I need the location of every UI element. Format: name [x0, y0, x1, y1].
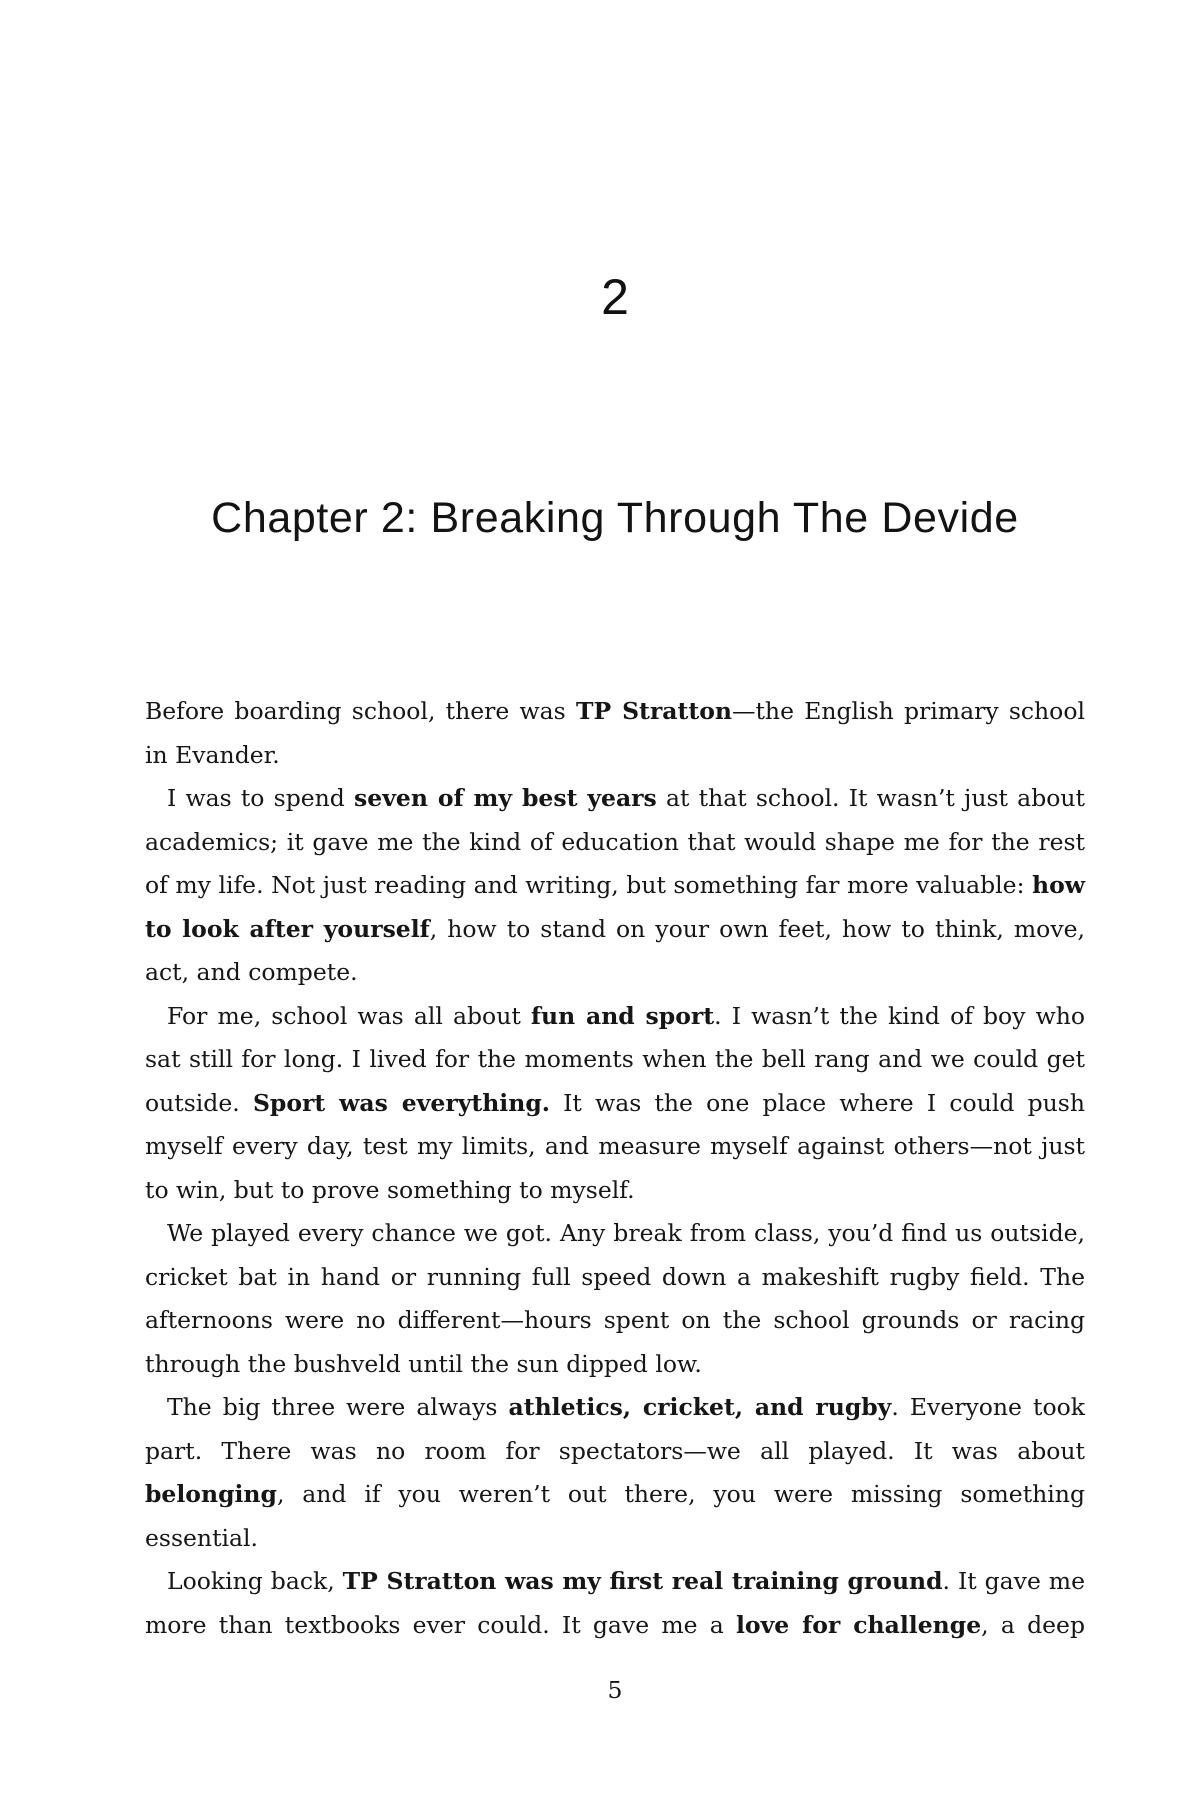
text-segment: . It gave me more than textbooks ever could. It gave me a — [145, 1567, 1085, 1639]
bold-text-segment: fun and sport — [530, 1001, 715, 1030]
bold-text-segment: Sport was everything. — [252, 1088, 550, 1117]
paragraph — [145, 1212, 1085, 1386]
paragraph — [145, 1560, 1085, 1647]
text-segment: , how to stand on your own feet, how to think, move, act, and compete. — [145, 914, 1085, 986]
text-segment: —the English primary school in Evander. — [145, 697, 1085, 769]
bold-text-segment: belonging — [145, 1480, 277, 1508]
body-text — [145, 690, 1085, 1647]
text-segment: I was to spend — [167, 784, 355, 812]
bold-text-segment: TP Stratton — [575, 697, 732, 725]
text-segment: , and if you weren’t out there, you were missing something essential. — [145, 1480, 1085, 1552]
bold-text-segment: athletics, cricket, and rugby — [508, 1393, 892, 1421]
paragraph — [145, 1386, 1085, 1560]
text-segment: . I wasn’t the kind of boy who sat still for long. I lived for the moments when the bell rang and we could get outside. — [145, 1001, 1085, 1117]
text-segment: The big three were always — [167, 1393, 509, 1421]
bold-text-segment: love for challenge — [736, 1610, 982, 1639]
text-segment: Looking back, — [167, 1567, 343, 1595]
text-segment: at that school. It wasn’t just about academics; it gave me the kind of education that would shape me for the rest of my life. Not just reading and writing, but something far more valuable: — [145, 784, 1085, 899]
text-segment: For me, school was all about — [167, 1001, 531, 1030]
bold-text-segment: how to look after yourself — [145, 871, 1085, 943]
text-segment: , a deep — [981, 1610, 1085, 1639]
text-segment: . Everyone took part. There was no room for spectators—we all played. It was about — [145, 1393, 1085, 1465]
text-segment: Before boarding school, there was — [145, 697, 576, 725]
paragraph — [145, 995, 1085, 1213]
page-number: 5 — [607, 1676, 623, 1704]
chapter-number: 2 — [601, 269, 629, 325]
text-segment: We played every chance we got. Any break from class, you’d find us outside, cricket bat in hand or running full speed down a makeshift rugby field. The afternoons were no different—hours spent on the school grounds or racing through the bushveld until the sun dipped low. — [145, 1219, 1085, 1378]
paragraph — [145, 690, 1085, 777]
chapter-title: Chapter 2: Breaking Through The Devide — [211, 494, 1019, 542]
bold-text-segment: TP Stratton was my first real training ground — [342, 1567, 943, 1595]
bold-text-segment: seven of my best years — [354, 784, 657, 812]
paragraph — [145, 777, 1085, 995]
text-segment: It was the one place where I could push myself every day, test my limits, and measure myself against others—not just to win, but to prove something to myself. — [145, 1088, 1085, 1204]
